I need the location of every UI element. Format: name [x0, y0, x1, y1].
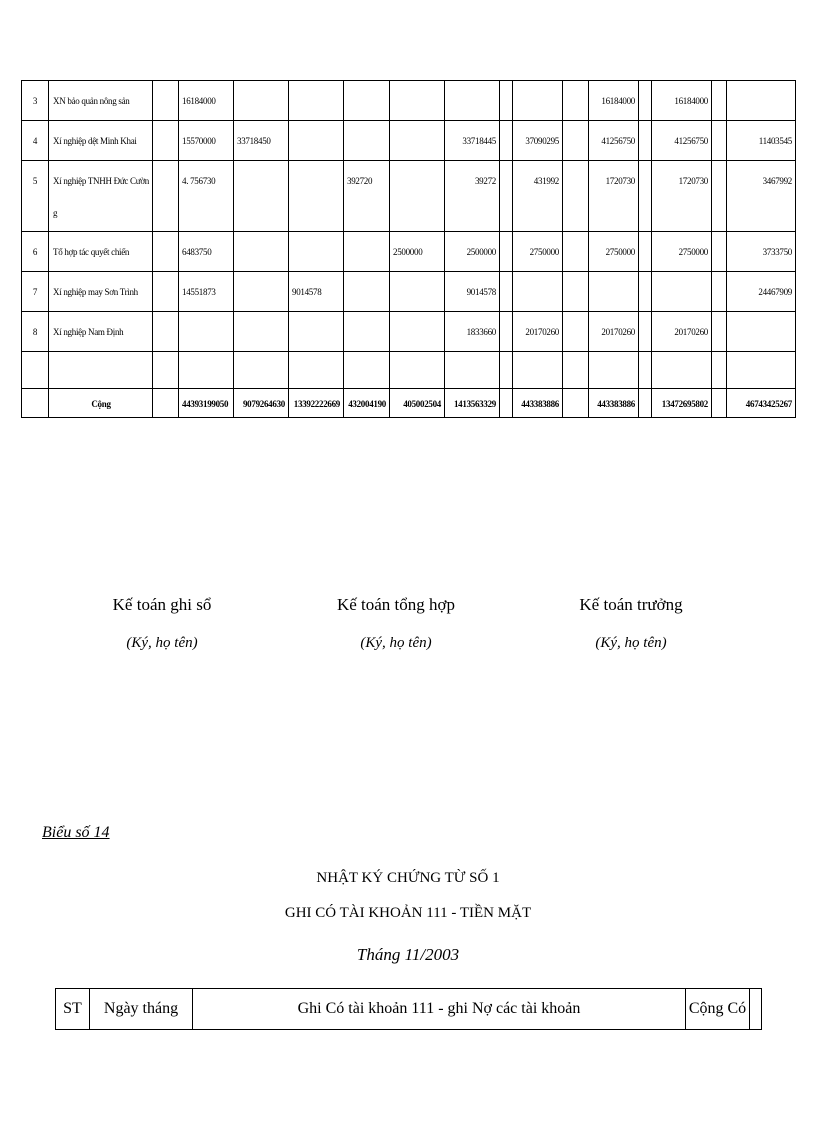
value-cell	[727, 312, 796, 352]
spacer-cell	[153, 232, 179, 272]
value-cell: 24467909	[727, 272, 796, 312]
ledger-table	[21, 80, 796, 418]
value-cell: 41256750	[589, 121, 639, 161]
row-number: 4	[22, 121, 49, 161]
spacer-cell	[153, 81, 179, 121]
signature-note: (Ký, họ tên)	[595, 635, 667, 651]
signature-bookkeeper	[62, 595, 262, 652]
value-cell: 2750000	[589, 232, 639, 272]
spacer-cell	[563, 312, 589, 352]
spacer-cell	[500, 272, 513, 312]
empty-cell	[179, 352, 234, 389]
journal-period: Tháng 11/2003	[356, 945, 460, 964]
value-cell: 443383886	[589, 389, 639, 418]
empty-cell	[390, 352, 445, 389]
spacer-cell	[712, 232, 727, 272]
unit-name: Xí nghiệp dệt Minh Khai	[49, 121, 153, 161]
value-cell: 2500000	[445, 232, 500, 272]
value-cell: 6483750	[179, 232, 234, 272]
value-cell	[289, 161, 344, 232]
value-cell	[289, 312, 344, 352]
spacer-cell	[153, 272, 179, 312]
value-cell: 443383886	[513, 389, 563, 418]
total-row	[22, 389, 796, 418]
spacer-cell	[563, 121, 589, 161]
header-credit-account: Ghi Có tài khoản 111 - ghi Nợ các tài khoản	[193, 989, 686, 1030]
spacer-cell	[153, 389, 179, 418]
value-cell	[344, 272, 390, 312]
spacer-cell	[639, 389, 652, 418]
spacer-cell	[639, 161, 652, 232]
value-cell: 20170260	[589, 312, 639, 352]
empty-cell	[589, 352, 639, 389]
header-total-credit: Cộng Có	[686, 989, 750, 1030]
value-cell	[513, 272, 563, 312]
value-cell: 2500000	[390, 232, 445, 272]
value-cell: 2750000	[513, 232, 563, 272]
value-cell: 33718445	[445, 121, 500, 161]
value-cell	[589, 272, 639, 312]
value-cell: 405002504	[390, 389, 445, 418]
empty-cell	[712, 352, 727, 389]
spacer-cell	[563, 81, 589, 121]
value-cell: 3733750	[727, 232, 796, 272]
value-cell	[390, 81, 445, 121]
value-cell: 13472695802	[652, 389, 712, 418]
table-row	[22, 161, 796, 232]
value-cell: 4. 756730	[179, 161, 234, 232]
value-cell	[344, 121, 390, 161]
journal-title: NHẬT KÝ CHỨNG TỪ SỐ 1	[316, 870, 500, 886]
value-cell	[234, 81, 289, 121]
value-cell: 432004190	[344, 389, 390, 418]
value-cell: 14551873	[179, 272, 234, 312]
row-number: 3	[22, 81, 49, 121]
value-cell	[344, 232, 390, 272]
value-cell: 9014578	[289, 272, 344, 312]
empty-cell	[500, 352, 513, 389]
value-cell	[289, 81, 344, 121]
value-cell: 392720	[344, 161, 390, 232]
signature-note: (Ký, họ tên)	[126, 635, 198, 651]
value-cell: 33718450	[234, 121, 289, 161]
value-cell: 20170260	[513, 312, 563, 352]
value-cell	[234, 161, 289, 232]
spacer-cell	[153, 121, 179, 161]
unit-name: Tổ hợp tác quyết chiến	[49, 232, 153, 272]
value-cell: 9079264630	[234, 389, 289, 418]
spacer-cell	[153, 312, 179, 352]
spacer-cell	[712, 161, 727, 232]
value-cell	[234, 232, 289, 272]
value-cell	[344, 81, 390, 121]
value-cell	[390, 272, 445, 312]
value-cell: 9014578	[445, 272, 500, 312]
table-row	[22, 121, 796, 161]
spacer-cell	[500, 389, 513, 418]
table-row	[22, 232, 796, 272]
row-number: 5	[22, 161, 49, 232]
value-cell: 11403545	[727, 121, 796, 161]
value-cell: 431992	[513, 161, 563, 232]
spacer-cell	[639, 81, 652, 121]
value-cell	[727, 81, 796, 121]
spacer-cell	[712, 272, 727, 312]
header-spacer	[750, 989, 762, 1030]
unit-name: XN bảo quản nông sản	[49, 81, 153, 121]
value-cell: 15570000	[179, 121, 234, 161]
spacer-cell	[500, 312, 513, 352]
value-cell	[513, 81, 563, 121]
journal-header-table	[55, 988, 762, 1030]
empty-cell	[513, 352, 563, 389]
empty-cell	[289, 352, 344, 389]
spacer-cell	[500, 161, 513, 232]
spacer-cell	[153, 161, 179, 232]
unit-name: Xí nghiệp may Sơn Trình	[49, 272, 153, 312]
empty-cell	[22, 352, 49, 389]
total-label: Cộng	[49, 389, 153, 418]
row-number: 8	[22, 312, 49, 352]
value-cell	[344, 312, 390, 352]
value-cell	[652, 272, 712, 312]
form-number-label: Biểu số 14	[42, 824, 110, 841]
value-cell: 37090295	[513, 121, 563, 161]
row-number	[22, 389, 49, 418]
value-cell	[390, 121, 445, 161]
value-cell: 46743425267	[727, 389, 796, 418]
value-cell	[179, 312, 234, 352]
table-row	[22, 312, 796, 352]
spacer-cell	[563, 389, 589, 418]
spacer-cell	[712, 81, 727, 121]
empty-cell	[652, 352, 712, 389]
signature-title: Kế toán ghi sổ	[112, 595, 212, 614]
value-cell	[289, 232, 344, 272]
value-cell	[234, 272, 289, 312]
unit-name: Xí nghiệp Nam Định	[49, 312, 153, 352]
spacer-cell	[712, 389, 727, 418]
empty-cell	[563, 352, 589, 389]
spacer-cell	[500, 232, 513, 272]
empty-cell	[639, 352, 652, 389]
spacer-cell	[639, 232, 652, 272]
table-row	[22, 272, 796, 312]
spacer-cell	[563, 161, 589, 232]
value-cell: 41256750	[652, 121, 712, 161]
row-number: 6	[22, 232, 49, 272]
signature-title: Kế toán trưởng	[579, 595, 683, 614]
empty-cell	[344, 352, 390, 389]
spacer-cell	[712, 312, 727, 352]
spacer-cell	[639, 272, 652, 312]
spacer-cell	[639, 121, 652, 161]
spacer-cell	[639, 312, 652, 352]
value-cell: 16184000	[589, 81, 639, 121]
empty-cell	[153, 352, 179, 389]
value-cell: 3467992	[727, 161, 796, 232]
empty-cell	[49, 352, 153, 389]
unit-name: Xí nghiệp TNHH Đức Cường	[49, 161, 153, 232]
header-stt: ST	[56, 989, 90, 1030]
value-cell	[289, 121, 344, 161]
value-cell: 16184000	[179, 81, 234, 121]
value-cell: 1720730	[652, 161, 712, 232]
value-cell	[234, 312, 289, 352]
value-cell: 1833660	[445, 312, 500, 352]
signature-title: Kế toán tổng hợp	[336, 595, 456, 614]
value-cell: 2750000	[652, 232, 712, 272]
signature-general-accountant	[296, 595, 496, 652]
value-cell: 1413563329	[445, 389, 500, 418]
spacer-cell	[500, 121, 513, 161]
empty-cell	[727, 352, 796, 389]
signature-note: (Ký, họ tên)	[360, 635, 432, 651]
value-cell: 20170260	[652, 312, 712, 352]
signature-chief-accountant	[531, 595, 731, 652]
value-cell: 44393199050	[179, 389, 234, 418]
value-cell: 13392222669	[289, 389, 344, 418]
value-cell	[445, 81, 500, 121]
value-cell	[390, 312, 445, 352]
spacer-cell	[712, 121, 727, 161]
table-row	[22, 81, 796, 121]
empty-cell	[445, 352, 500, 389]
journal-subtitle: GHI CÓ TÀI KHOẢN 111 - TIỀN MẶT	[284, 905, 532, 921]
value-cell	[390, 161, 445, 232]
empty-cell	[234, 352, 289, 389]
empty-row	[22, 352, 796, 389]
spacer-cell	[563, 272, 589, 312]
header-date: Ngày tháng	[90, 989, 193, 1030]
value-cell: 1720730	[589, 161, 639, 232]
value-cell: 16184000	[652, 81, 712, 121]
spacer-cell	[563, 232, 589, 272]
row-number: 7	[22, 272, 49, 312]
value-cell: 39272	[445, 161, 500, 232]
spacer-cell	[500, 81, 513, 121]
